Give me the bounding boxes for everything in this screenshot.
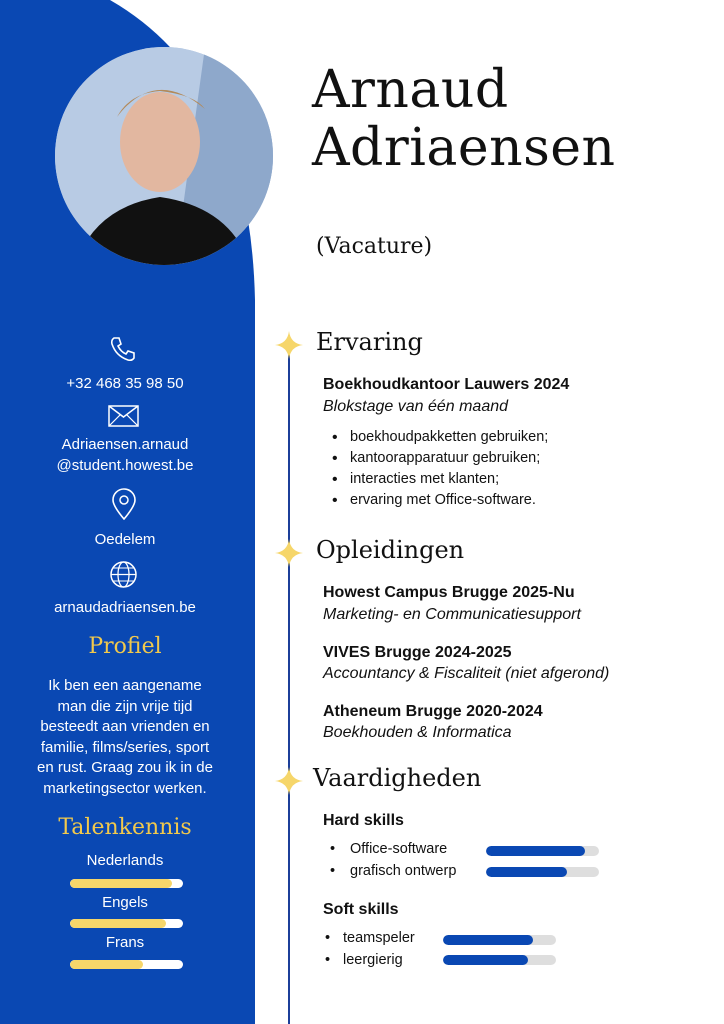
skill-label: Office-software <box>350 841 448 857</box>
profile-line: Ik ben een aangename <box>48 677 202 694</box>
skill-label: grafisch ontwerp <box>350 863 457 879</box>
list-item: • interacties met klanten; <box>330 469 548 490</box>
experience-subtitle: Blokstage van één maand <box>323 398 509 415</box>
languages-heading: Talenkennis <box>58 815 192 840</box>
experience-heading: Ervaring <box>316 328 423 356</box>
language-level-fill <box>70 919 166 928</box>
skill-row: • teamspeler <box>325 930 415 946</box>
skill-label: leergierig <box>343 952 403 968</box>
skill-level-bar <box>443 955 556 965</box>
skill-level-bar <box>486 846 599 856</box>
star-icon <box>275 539 303 567</box>
profile-heading: Profiel <box>88 634 162 659</box>
website-link[interactable]: arnaudadriaensen.be <box>54 599 196 616</box>
education-title: Howest Campus Brugge 2025-Nu <box>323 584 575 601</box>
skill-level-fill <box>443 955 528 965</box>
language-label: Engels <box>102 894 148 911</box>
last-name: Adriaensen <box>312 118 616 178</box>
profile-line: man die zijn vrije tijd <box>57 697 193 715</box>
globe-icon <box>109 560 138 594</box>
list-item: • boekhoudpakketten gebruiken; <box>330 427 548 448</box>
education-title: Atheneum Brugge 2020-2024 <box>323 703 543 720</box>
skill-level-bar <box>443 935 556 945</box>
profile-line: en rust. Graag zou ik in de <box>37 759 213 776</box>
language-level-fill <box>70 879 172 888</box>
language-label: Nederlands <box>86 852 164 869</box>
language-level-bar <box>70 879 183 888</box>
phone-number: +32 468 35 98 50 <box>66 375 184 392</box>
location-pin-icon <box>111 488 137 525</box>
skill-label: teamspeler <box>343 930 415 946</box>
education-title: VIVES Brugge 2024-2025 <box>323 644 512 661</box>
skill-row: • leergierig <box>325 952 403 968</box>
profile-text <box>0 676 250 799</box>
education-subtitle: Marketing- en Communicatiesupport <box>323 606 581 623</box>
education-subtitle: Accountancy & Fiscaliteit (niet afgerond) <box>323 665 610 682</box>
star-icon <box>275 767 303 795</box>
skills-heading: Vaardigheden <box>313 764 482 792</box>
star-icon <box>275 331 303 359</box>
skill-row: • grafisch ontwerp <box>330 863 457 879</box>
language-level-bar <box>70 960 183 969</box>
profile-line: marketingsector werken. <box>43 779 207 797</box>
education-subtitle: Boekhouden & Informatica <box>323 724 512 741</box>
mail-icon <box>108 405 139 432</box>
skill-row: • Office-software <box>330 841 448 857</box>
skill-level-fill <box>486 867 567 877</box>
experience-title: Boekhoudkantoor Lauwers 2024 <box>323 376 570 393</box>
soft-skills-heading: Soft skills <box>323 901 399 918</box>
language-level-fill <box>70 960 143 969</box>
list-item: • kantoorapparatuur gebruiken; <box>330 448 548 469</box>
hard-skills-heading: Hard skills <box>323 812 404 829</box>
email-line-1: Adriaensen.arnaud <box>61 436 189 453</box>
timeline-line <box>288 345 290 1024</box>
profile-photo <box>55 47 273 265</box>
subtitle: (Vacature) <box>316 234 433 259</box>
list-item: • ervaring met Office-software. <box>330 490 548 511</box>
profile-line: familie, films/series, sport <box>40 738 210 756</box>
experience-bullets <box>330 427 548 511</box>
first-name: Arnaud <box>312 60 509 120</box>
skill-level-bar <box>486 867 599 877</box>
skill-level-fill <box>486 846 585 856</box>
location-text: Oedelem <box>94 531 156 548</box>
skill-level-fill <box>443 935 533 945</box>
phone-icon <box>108 334 138 369</box>
email-line-2: @student.howest.be <box>56 457 194 474</box>
education-heading: Opleidingen <box>316 536 465 564</box>
language-level-bar <box>70 919 183 928</box>
language-label: Frans <box>105 934 145 951</box>
profile-line: besteedt aan vrienden en <box>40 718 210 735</box>
